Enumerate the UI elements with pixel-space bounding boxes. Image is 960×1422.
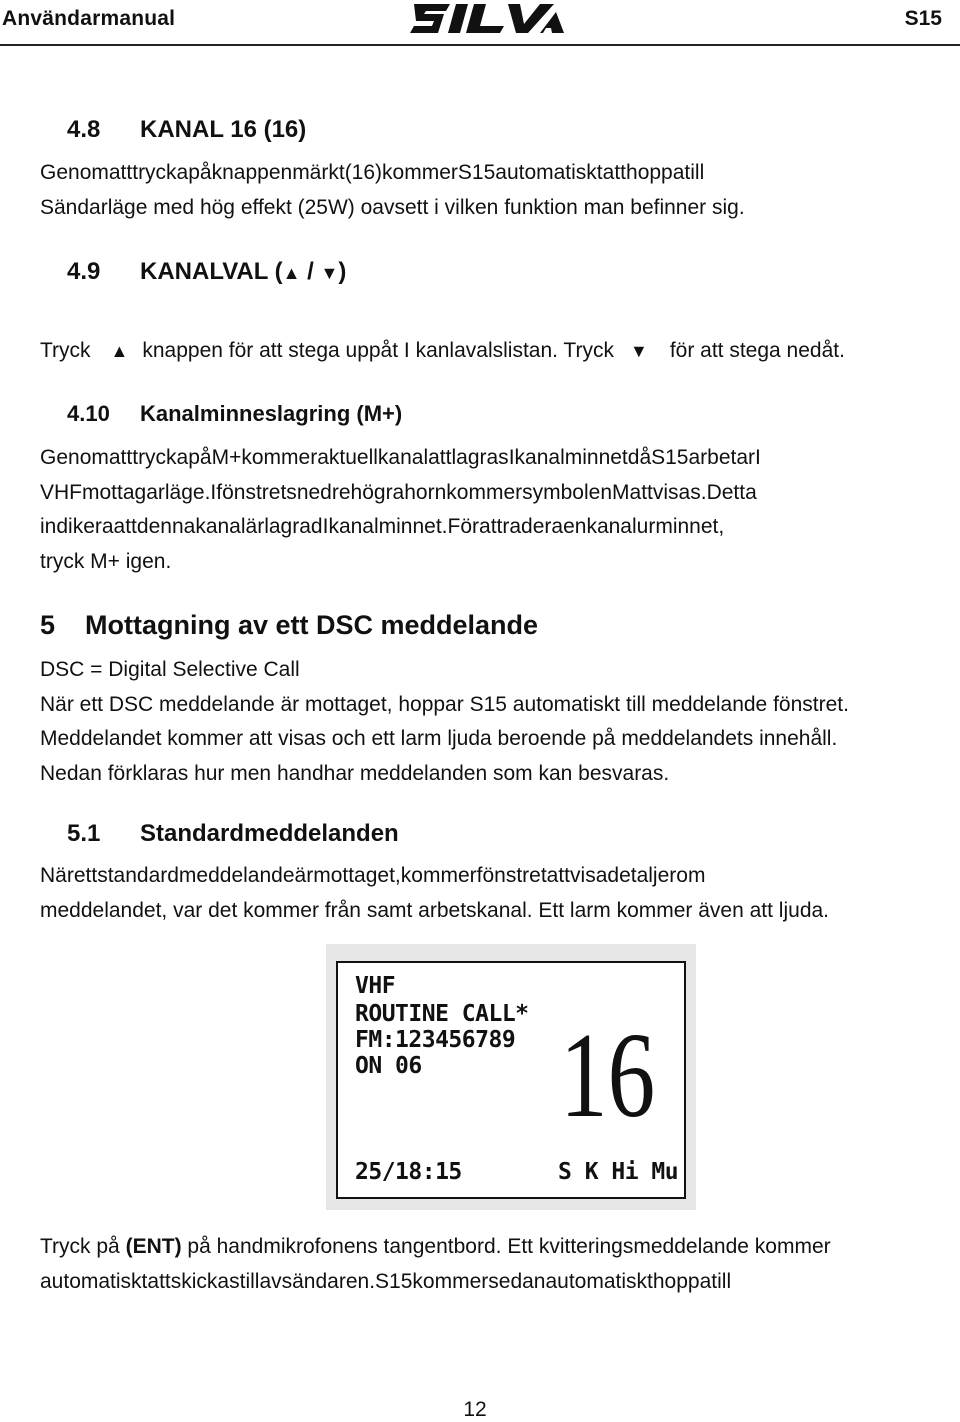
up-arrow-icon: ▲ [110,341,129,361]
model-name: S15 [904,7,942,30]
paragraph-line: När ett DSC meddelande är mottaget, hoppar S15 automatiskt till meddelande fönstret. [40,692,849,716]
lcd-mode: VHF [355,973,396,999]
up-arrow-icon: ▲ [282,263,301,283]
lcd-datetime: 25/18:15 [355,1159,462,1185]
down-arrow-icon: ▼ [629,341,648,361]
manual-title: Användarmanual [2,7,176,30]
paragraph-line: DSC = Digital Selective Call [40,658,300,681]
section-number: 4.9 [67,258,101,285]
paragraph-line [40,1230,908,1265]
section-4-9-heading [67,258,346,286]
paragraph-line [40,334,908,369]
text-segment: Tryck på [40,1235,120,1258]
section-4-8-heading [67,116,306,144]
page-number: 12 [463,1398,487,1421]
text-segment: Tryck [40,339,91,362]
section-title: Mottagning av ett DSC meddelande [85,610,539,640]
text-segment: för att stega nedåt. [669,339,845,362]
paragraph-line: meddelandet, var det kommer från samt arbetskanal. Ett larm kommer även att ljuda. [40,898,830,922]
text-segment: knappen för att stega uppåt I kanlavalslistan. Tryck [142,339,614,362]
page-header [0,0,960,46]
final-paragraph [40,1230,908,1299]
section-5-1-heading [67,820,399,848]
section-5-1-body [40,859,908,928]
section-title: Standardmeddelanden [140,820,399,847]
paragraph-line: Meddelandet kommer att visas och ett larm ljuda beroende på meddelandets innehåll. [40,727,838,750]
section-4-10-body [40,441,908,579]
section-title-prefix: KANALVAL ( [140,258,283,285]
lcd-screen-figure [326,944,696,1210]
ent-key-label: (ENT) [125,1235,182,1258]
paragraph-line: GenomatttryckapåM+kommeraktuellkanalattlagrasIkanalminnetdåS15arbetarI [40,446,761,469]
lcd-call-type: ROUTINE CALL* [355,1001,529,1027]
section-number: 4.8 [67,116,101,143]
paragraph-line: automatisktattskickastillavsändaren.S15kommersedanautomatiskthoppatill [40,1269,732,1293]
section-4-8-body [40,156,908,225]
lcd-channel-number: 16 [560,1008,656,1143]
section-title-suffix: ) [338,258,347,285]
paragraph-line: Sändarläge med hög effekt (25W) oavsett i vilken funktion man befinner sig. [40,195,745,219]
section-title: Kanalminneslagring (M+) [140,401,403,426]
paragraph-line: Nedan förklaras hur men handhar meddelanden som kan besvaras. [40,761,670,785]
paragraph-line: VHFmottagarläge.IfönstretsnedrehögrahornkommersymbolenMattvisas.Detta [40,480,757,504]
text-segment: på handmikrofonens tangentbord. Ett kvitteringsmeddelande kommer [187,1235,831,1258]
paragraph-line: Genomatttryckapåknappenmärkt(16)kommerS15automatisktatthoppatill [40,161,705,184]
section-4-10-heading [67,401,402,427]
paragraph-line: indikeraattdennakanalärlagradIkanalminnet.Förattraderaenkanalurminnet, [40,515,725,538]
section-4-9-body [40,334,908,369]
lcd-status-symbols: S K Hi Mu [558,1159,679,1185]
lcd-from: FM:123456789 [355,1027,516,1053]
down-arrow-icon: ▼ [320,263,339,283]
section-5-heading [40,610,538,641]
title-separator: / [300,258,321,285]
section-5-body [40,653,908,791]
paragraph-line: tryck M+ igen. [40,549,172,573]
lcd-channel-on: ON 06 [355,1053,422,1079]
section-number: 5.1 [67,820,101,847]
lcd-display [336,961,686,1199]
silva-logo [410,0,564,36]
section-number: 5 [40,610,56,640]
paragraph-line: Närettstandardmeddelandeärmottaget,kommerfönstretattvisadetaljerom [40,864,706,887]
section-number: 4.10 [67,401,110,426]
section-title: KANAL 16 (16) [140,116,307,143]
